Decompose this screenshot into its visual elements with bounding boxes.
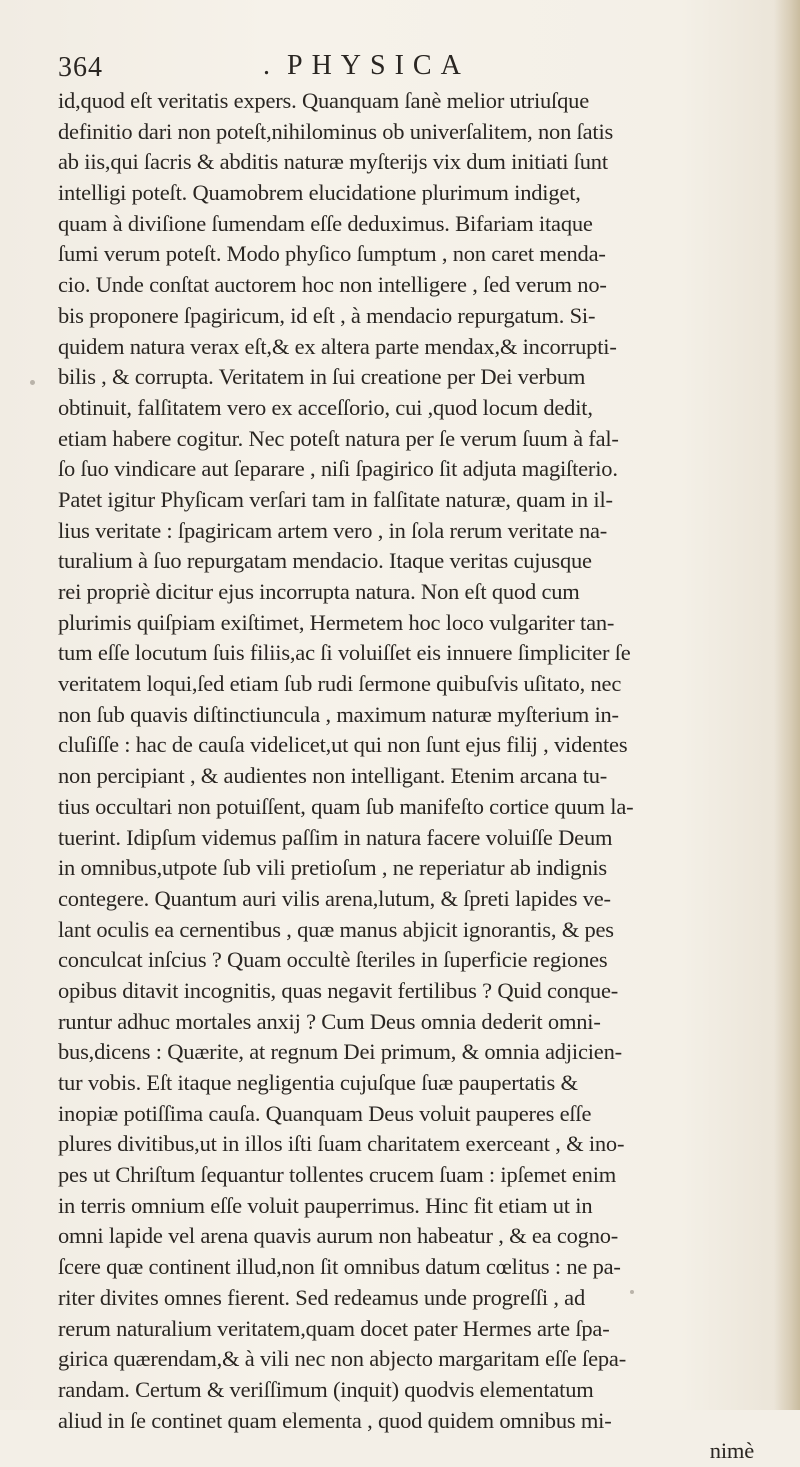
header-separator: . xyxy=(263,50,279,81)
text-line: cio. Unde conſtat auctorem hoc non intelligere , ſed verum no- xyxy=(58,272,607,298)
body-text xyxy=(58,86,768,1467)
text-line: opibus ditavit incognitis, quas negavit fertilibus ? Quid conque- xyxy=(58,977,619,1003)
text-line: cluſiſſe : hac de cauſa videlicet,ut qui non ſunt ejus filij , videntes xyxy=(58,732,628,758)
text-line: randam. Certum & veriſſimum (inquit) quodvis elementatum xyxy=(58,1376,594,1402)
text-line: tuerint. Idipſum videmus paſſim in natura facere voluiſſe Deum xyxy=(58,824,613,850)
text-line: in omnibus,utpote ſub vili pretioſum , ne reperiatur ab indignis xyxy=(58,855,607,881)
text-line: lant oculis ea cernentibus , quæ manus abjicit ignorantis, & pes xyxy=(58,916,614,942)
text-line: riter divites omnes fierent. Sed redeamus unde progreſſi , ad xyxy=(58,1284,586,1310)
text-line: ſcere quæ continent illud,non ſit omnibus datum cœlitus : ne pa- xyxy=(58,1254,621,1280)
text-line: inopiæ potiſſima cauſa. Quanquam Deus voluit pauperes eſſe xyxy=(58,1100,592,1126)
text-line: etiam habere cogitur. Nec poteſt natura per ſe verum ſuum à fal- xyxy=(58,425,619,451)
text-line: plurimis quiſpiam exiſtimet, Hermetem hoc loco vulgariter tan- xyxy=(58,609,615,635)
text-line: quam à diviſione ſumendam eſſe deduximus. Bifariam itaque xyxy=(58,210,593,236)
text-line: runtur adhuc mortales anxij ? Cum Deus omnia dederit omni- xyxy=(58,1008,601,1034)
text-line: in terris omnium eſſe voluit pauperrimus. Hinc fit etiam ut in xyxy=(58,1192,593,1218)
text-line: tum eſſe locutum ſuis filiis,ac ſi voluiſſet eis innuere ſimpliciter ſe xyxy=(58,640,631,666)
text-line: non ſub quavis diſtinctiuncula , maximum naturæ myſterium in- xyxy=(58,701,619,727)
text-line: conculcat inſcius ? Quam occultè ſteriles in ſuperficie regiones xyxy=(58,947,608,973)
catchword: nimè xyxy=(709,1438,754,1464)
text-line: plures divitibus,ut in illos iſti ſuam charitatem exerceant , & ino- xyxy=(58,1131,625,1157)
text-line: non percipiant , & audientes non intelligant. Etenim arcana tu- xyxy=(58,763,608,789)
text-line: bis proponere ſpagiricum, id eſt , à mendacio repurgatum. Si- xyxy=(58,302,596,328)
text-line: turalium à ſuo repurgatam mendacio. Itaque veritas cujusque xyxy=(58,548,592,574)
text-line: intelligi poteſt. Quamobrem elucidatione plurimum indiget, xyxy=(58,180,581,206)
text-line: bilis , & corrupta. Veritatem in ſui creatione per Dei verbum xyxy=(58,364,586,390)
text-line: Patet igitur Phyſicam verſari tam in falſitate naturæ, quam in il- xyxy=(58,486,613,512)
ink-speck xyxy=(630,1290,634,1294)
text-line: ſo ſuo vindicare aut ſeparare , niſi ſpagirico ſit adjuta magiſterio. xyxy=(58,456,618,482)
text-line: ſumi verum poteſt. Modo phyſico ſumptum , non caret menda- xyxy=(58,241,606,267)
text-line: tius occultari non potuiſſent, quam ſub manifeſto cortice quum la- xyxy=(58,793,634,819)
text-line: lius veritate : ſpagiricam artem vero , in ſola rerum veritate na- xyxy=(58,517,608,543)
page-header xyxy=(58,50,758,90)
text-line: pes ut Chriſtum ſequantur tollentes crucem ſuam : ipſemet enim xyxy=(58,1162,617,1188)
text-line: obtinuit, falſitatem vero ex acceſſorio, cui ,quod locum dedit, xyxy=(58,394,593,420)
text-line: id,quod eſt veritatis expers. Quanquam ſanè melior utriuſque xyxy=(58,88,589,113)
text-line: rei propriè dicitur ejus incorrupta natura. Non eſt quod cum xyxy=(58,579,580,604)
text-line: aliud in ſe continet quam elementa , quod quidem omnibus mi- xyxy=(58,1407,612,1433)
text-line: omni lapide vel arena quavis aurum non habeatur , & ea cogno- xyxy=(58,1223,619,1249)
text-line: definitio dari non poteſt,nihilominus ob univerſalitem, non ſatis xyxy=(58,118,614,144)
text-line: girica quærendam,& à vili nec non abjecto margaritam eſſe ſepa- xyxy=(58,1346,627,1372)
running-title-text: PHYSICA xyxy=(287,50,470,81)
text-line: quidem natura verax eſt,& ex altera parte mendax,& incorrupti- xyxy=(58,333,617,359)
page-edge-shadow xyxy=(774,0,800,1410)
text-line: bus,dicens : Quærite, at regnum Dei primum, & omnia adjicien- xyxy=(58,1039,622,1065)
page-number: 364 xyxy=(58,52,103,83)
text-line: veritatem loqui,ſed etiam ſub rudi ſermone quibuſvis uſitato, nec xyxy=(58,671,622,697)
ink-speck xyxy=(30,380,35,385)
text-line: contegere. Quantum auri vilis arena,lutum, & ſpreti lapides ve- xyxy=(58,885,611,911)
text-line: tur vobis. Eſt itaque negligentia cujuſque ſuæ paupertatis & xyxy=(58,1070,578,1095)
text-line: rerum naturalium veritatem,quam docet pater Hermes arte ſpa- xyxy=(58,1315,610,1341)
running-title xyxy=(263,50,470,82)
text-line: ab iis,qui ſacris & abditis naturæ myſterijs vix dum initiati ſunt xyxy=(58,149,608,175)
